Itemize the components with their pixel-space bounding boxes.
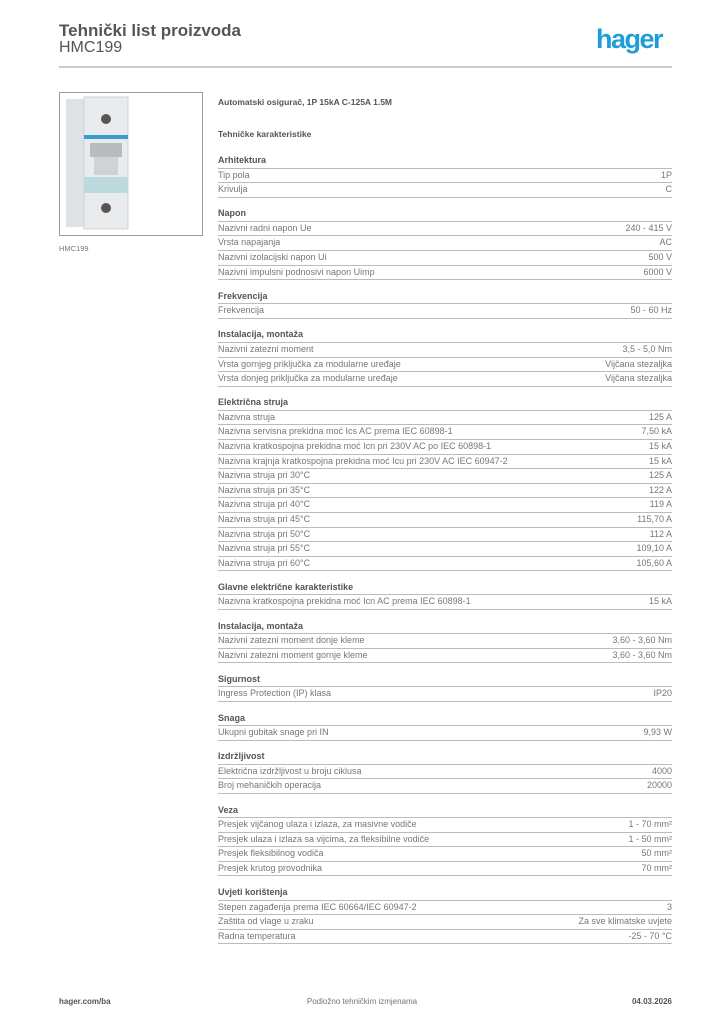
section-heading: Glavne električne karakteristike [218, 581, 672, 596]
footer-website[interactable]: hager.com/ba [59, 997, 111, 1006]
spec-value: Vijčana stezaljka [605, 358, 672, 369]
spec-row [218, 528, 672, 543]
spec-section [218, 396, 672, 571]
spec-label: Nazivna struja pri 40°C [218, 499, 311, 510]
spec-value: 125 A [648, 411, 672, 422]
spec-value: 15 kA [648, 596, 672, 607]
section-heading: Električna struja [218, 396, 672, 411]
spec-label: Nazivna struja pri 30°C [218, 470, 311, 481]
spec-row [218, 634, 672, 649]
spec-section [218, 712, 672, 741]
spec-section [218, 328, 672, 386]
spec-label: Nazivni zatezni moment donje kleme [218, 635, 365, 646]
spec-value: 3,5 - 5,0 Nm [622, 343, 672, 354]
spec-value: 119 A [649, 499, 672, 510]
spec-section [218, 581, 672, 610]
spec-row [218, 513, 672, 528]
spec-value: 1 - 50 mm² [628, 833, 672, 844]
spec-section [218, 750, 672, 794]
spec-row [218, 498, 672, 513]
spec-row [218, 455, 672, 470]
spec-value: 3,60 - 3,60 Nm [612, 635, 672, 646]
spec-row [218, 236, 672, 251]
spec-label: Nazivna servisna prekidna moć Ics AC prema IEC 60898-1 [218, 426, 453, 437]
spec-value: 500 V [648, 251, 672, 262]
spec-label: Nazivni zatezni moment gornje kleme [218, 649, 368, 660]
spec-label: Ukupni gubitak snage pri IN [218, 727, 329, 738]
spec-row [218, 183, 672, 198]
spec-row [218, 469, 672, 484]
spec-row [218, 251, 672, 266]
spec-value: Za sve klimatske uvjete [578, 916, 672, 927]
spec-label: Presjek vijčanog ulaza i izlaza, za masivne vodiče [218, 819, 417, 830]
spec-label: Nazivni izolacijski napon Ui [218, 251, 327, 262]
section-heading: Snaga [218, 712, 672, 727]
spec-label: Vrsta napajanja [218, 237, 281, 248]
spec-value: 4000 [651, 765, 672, 776]
spec-value: Vijčana stezaljka [605, 373, 672, 384]
spec-row [218, 542, 672, 557]
section-heading: Uvjeti korištenja [218, 886, 672, 901]
tech-heading: Tehničke karakteristike [218, 129, 312, 139]
product-code: HMC199 [59, 39, 123, 56]
spec-label: Nazivna struja pri 60°C [218, 557, 311, 568]
spec-value: IP20 [653, 688, 672, 699]
hager-logo: hager [596, 24, 663, 54]
section-heading: Instalacija, montaža [218, 328, 672, 343]
spec-value: AC [659, 237, 672, 248]
spec-value: 125 A [648, 470, 672, 481]
spec-label: Zaštita od vlage u zraku [218, 916, 314, 927]
spec-label: Nazivna struja pri 50°C [218, 528, 311, 539]
spec-value: 3 [666, 901, 672, 912]
spec-value: 15 kA [648, 441, 672, 451]
spec-label: Krivulja [218, 184, 248, 195]
spec-row [218, 266, 672, 281]
spec-row [218, 847, 672, 862]
section-heading: Sigurnost [218, 673, 672, 688]
footer-note: Podložno tehničkim izmjenama [306, 997, 418, 1006]
spec-label: Nazivni impulsni podnosivi napon Uimp [218, 266, 375, 277]
spec-value: 122 A [648, 484, 672, 495]
spec-row [218, 726, 672, 741]
spec-label: Nazivni zatezni moment [218, 343, 314, 354]
spec-row [218, 901, 672, 916]
spec-section [218, 207, 672, 280]
spec-row [218, 779, 672, 794]
section-heading: Arhitektura [218, 154, 672, 169]
spec-value: 1 - 70 mm² [628, 819, 672, 830]
spec-label: Vrsta gornjeg priključka za modularne uređaje [218, 358, 401, 369]
spec-label: Stepen zagađenja prema IEC 60664/IEC 60947-2 [218, 901, 417, 912]
spec-row [218, 649, 672, 664]
section-heading: Instalacija, montaža [218, 620, 672, 635]
circuit-breaker-icon [60, 93, 202, 235]
section-heading: Frekvencija [218, 290, 672, 305]
spec-value: 70 mm² [641, 862, 672, 873]
spec-value: 1P [660, 169, 672, 180]
spec-label: Nazivni radni napon Ue [218, 222, 312, 233]
spec-row [218, 484, 672, 499]
spec-section [218, 620, 672, 664]
spec-label: Presjek krutog provodnika [218, 862, 323, 873]
spec-value: 50 mm² [641, 848, 672, 859]
spec-label: Frekvencija [218, 305, 265, 316]
section-heading: Veza [218, 804, 672, 819]
footer-date: 04.03.2026 [631, 997, 672, 1006]
section-heading: Napon [218, 207, 672, 222]
spec-value: 9,93 W [643, 727, 672, 738]
spec-label: Nazivna krajnja kratkospojna prekidna moć Icu pri 230V AC IEC 60947-2 [218, 455, 508, 466]
spec-label: Nazivna kratkospojna prekidna moć Icn pri 230V AC po IEC 60898-1 [218, 441, 492, 451]
spec-label: Tip pola [218, 169, 250, 180]
document-title: Tehnički list proizvoda [59, 21, 241, 40]
image-caption: HMC199 [59, 244, 89, 253]
spec-value: 7,50 kA [641, 426, 672, 437]
spec-label: Radna temperatura [218, 930, 296, 941]
spec-value: -25 - 70 °C [628, 930, 672, 941]
spec-row [218, 595, 672, 610]
spec-row [218, 818, 672, 833]
spec-section [218, 804, 672, 877]
spec-section [218, 290, 672, 319]
spec-row [218, 372, 672, 387]
spec-section [218, 154, 672, 198]
spec-label: Nazivna struja pri 55°C [218, 543, 311, 554]
spec-value: 240 - 415 V [625, 222, 672, 233]
spec-value: 15 kA [648, 455, 672, 466]
spec-row [218, 425, 672, 440]
spec-label: Nazivna struja [218, 411, 276, 422]
spec-label: Presjek fleksibilnog vodiča [218, 848, 324, 859]
spec-row [218, 304, 672, 319]
spec-row [218, 765, 672, 780]
spec-row [218, 930, 672, 945]
product-image [59, 92, 203, 236]
spec-row [218, 358, 672, 373]
spec-row [218, 915, 672, 930]
spec-label: Električna izdržljivost u broju ciklusa [218, 765, 362, 776]
spec-label: Nazivna struja pri 35°C [218, 484, 311, 495]
spec-value: 105,60 A [636, 557, 672, 568]
spec-label: Nazivna struja pri 45°C [218, 513, 311, 524]
spec-label: Vrsta donjeg priključka za modularne uređaje [218, 373, 398, 384]
product-name: Automatski osigurač, 1P 15kA C-125A 1.5M [218, 97, 393, 107]
spec-row [218, 440, 672, 455]
spec-row [218, 411, 672, 426]
spec-table [218, 154, 672, 954]
spec-section [218, 886, 672, 944]
spec-label: Broj mehaničkih operacija [218, 780, 322, 791]
header-divider [59, 66, 672, 68]
spec-row [218, 687, 672, 702]
spec-label: Nazivna kratkospojna prekidna moć Icn AC prema IEC 60898-1 [218, 596, 471, 607]
spec-value: 109,10 A [636, 543, 672, 554]
spec-value: C [665, 184, 672, 195]
spec-row [218, 222, 672, 237]
spec-label: Presjek ulaza i izlaza sa vijcima, za fleksibilne vodiče [218, 833, 430, 844]
spec-value: 3,60 - 3,60 Nm [612, 649, 672, 660]
spec-row [218, 343, 672, 358]
spec-row [218, 557, 672, 572]
spec-row [218, 833, 672, 848]
spec-value: 20000 [646, 780, 672, 791]
spec-value: 50 - 60 Hz [630, 305, 672, 316]
spec-value: 112 A [649, 528, 672, 539]
spec-value: 6000 V [643, 266, 672, 277]
spec-section [218, 673, 672, 702]
spec-row [218, 862, 672, 877]
spec-label: Ingress Protection (IP) klasa [218, 688, 332, 699]
spec-row [218, 169, 672, 184]
section-heading: Izdržljivost [218, 750, 672, 765]
spec-value: 115,70 A [637, 513, 672, 524]
